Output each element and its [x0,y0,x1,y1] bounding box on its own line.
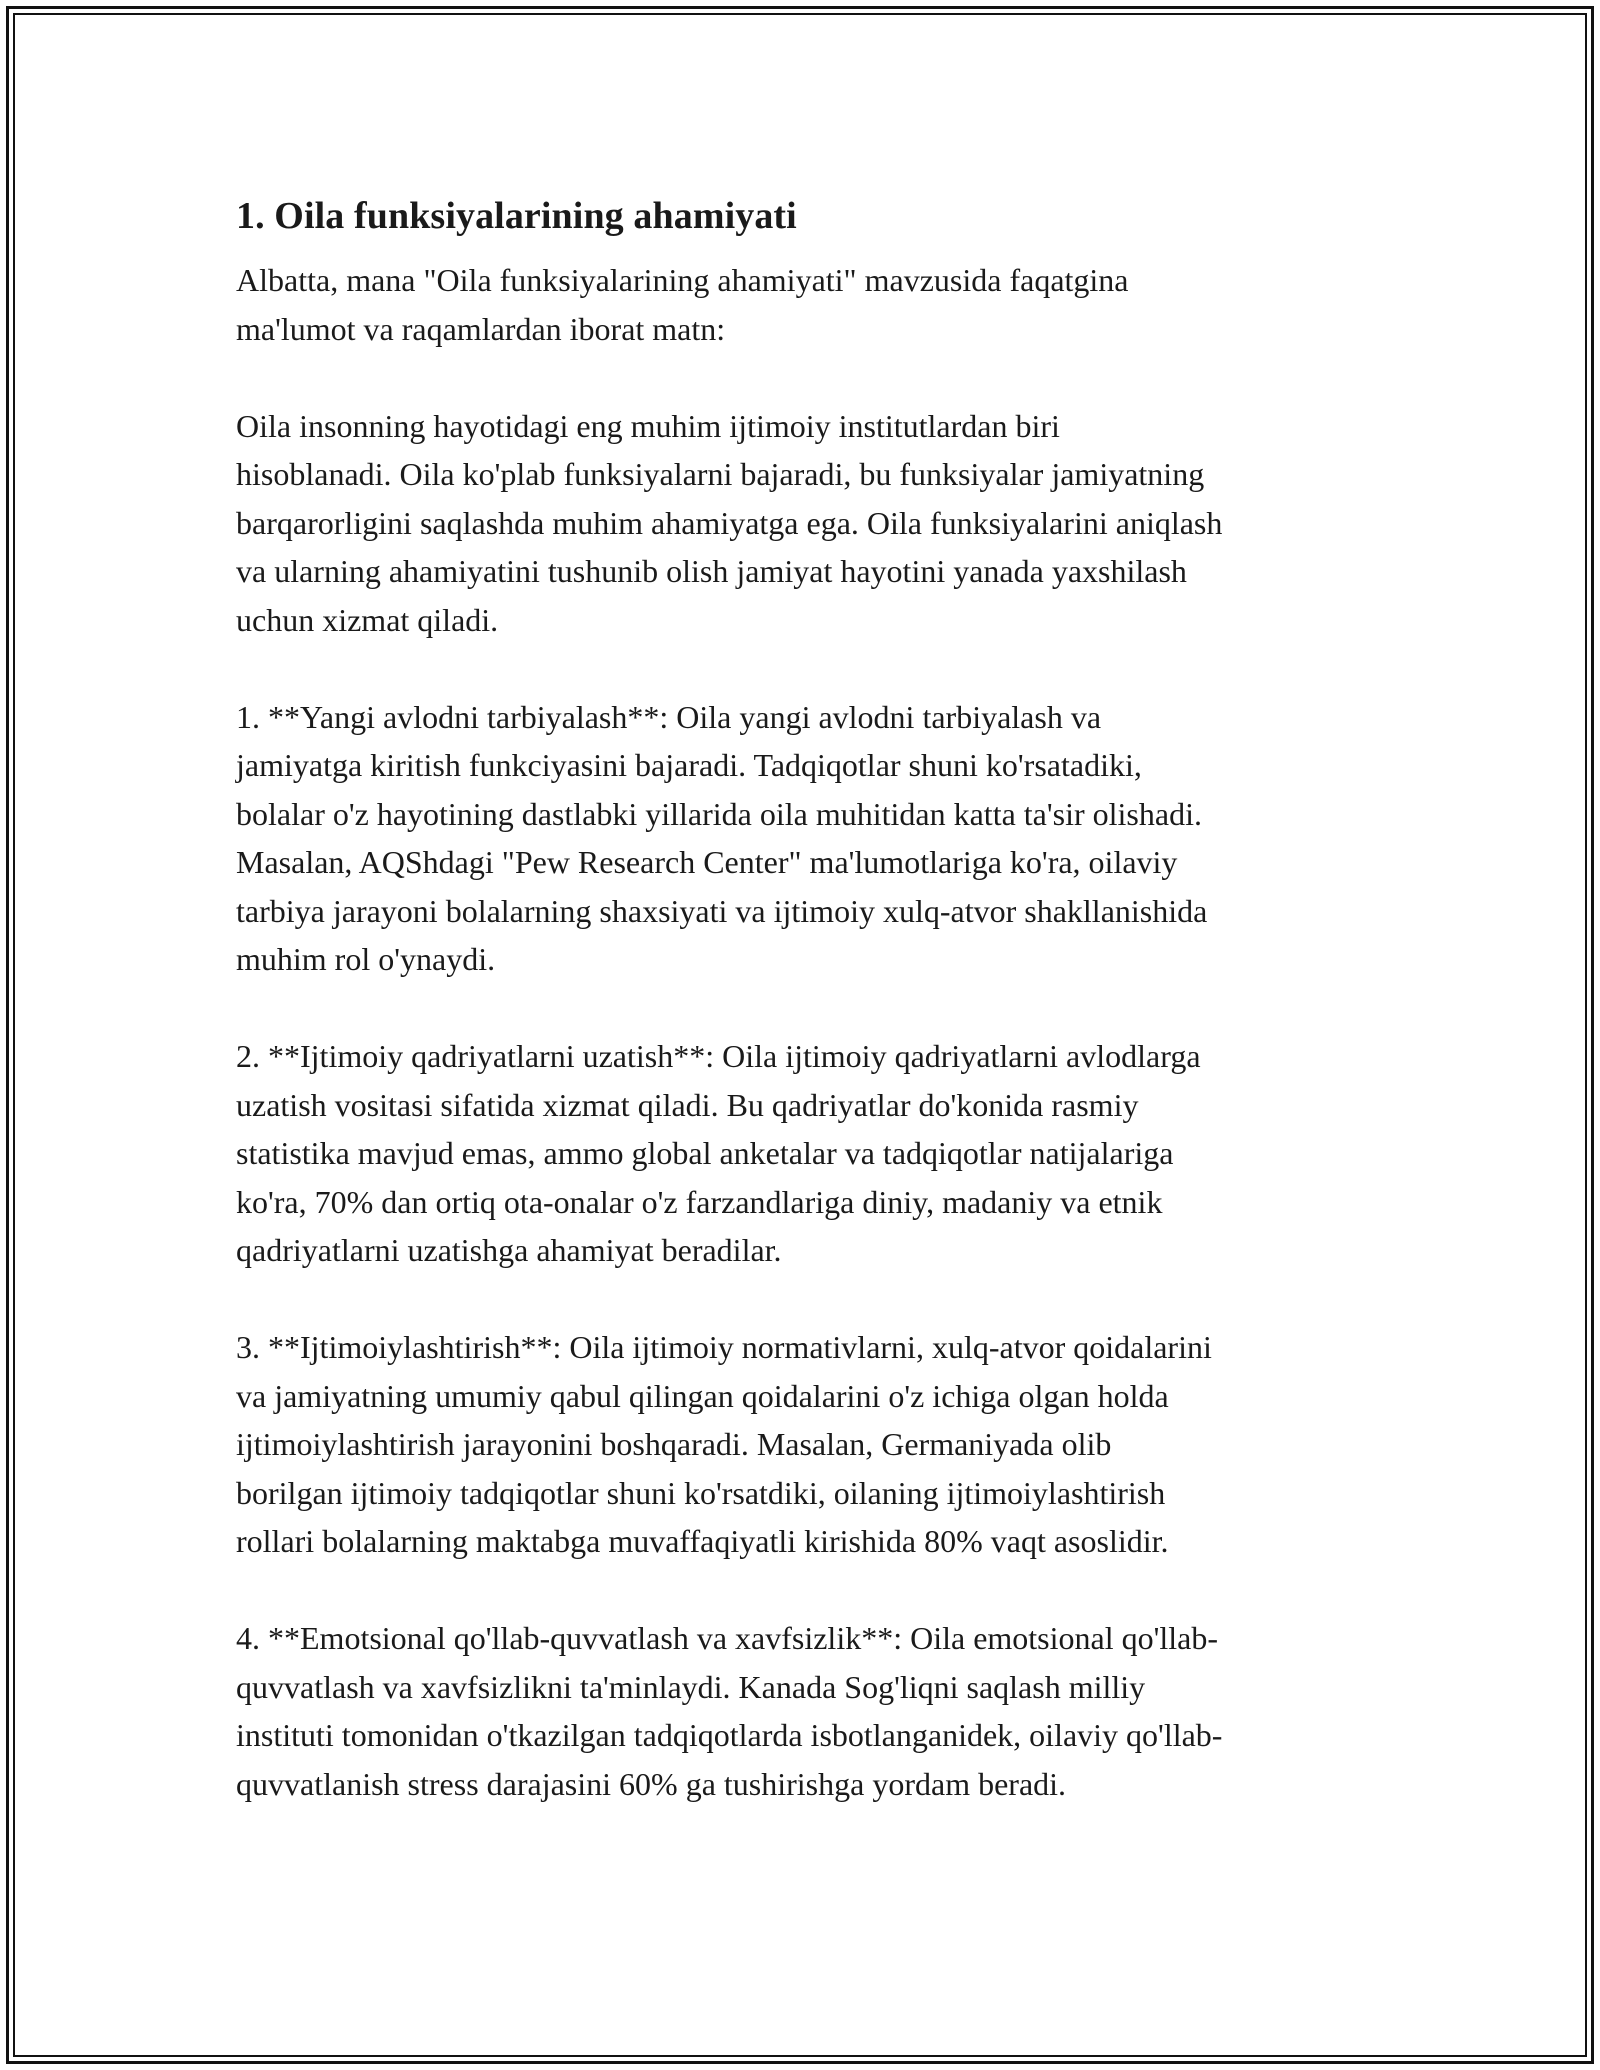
intro-paragraph: Albatta, mana "Oila funksiyalarining ahamiyati" mavzusida faqatgina ma'lumot va raqamlardan iborat matn: [236,262,1129,347]
overview-paragraph: Oila insonning hayotidagi eng muhim ijtimoiy institutlardan biri hisoblanadi. Oila ko'plab funksiyalarni bajaradi, bu funksiyalar jamiyatning barqarorligini saqlashda muhim ahamiyatga ega. Oila funksiyalarini aniqlash va ularning ahamiyatini tushunib olish jamiyat hayotini yanada yaxshilash uchun xizmat qiladi. [236,407,1223,638]
section-heading: 1. Oila funksiyalarining ahamiyati [236,195,797,237]
list-item-4: 4. **Emotsional qo'llab-quvvatlash va xavfsizlik**: Oila emotsional qo'llab- quvvatlash va xavfsizlikni ta'minlaydi. Kanada Sog'liqni saqlash milliy instituti tomonidan o'tkazilgan tadqiqotlarda isbotlanganidek, oilaviy qo'llab- quvvatlanish stress darajasini 60% ga tushirishga yordam beradi. [236,1620,1223,1802]
list-item-2: 2. **Ijtimoiy qadriyatlarni uzatish**: Oila ijtimoiy qadriyatlarni avlodlarga uzatish vositasi sifatida xizmat qiladi. Bu qadriyatlar do'konida rasmiy statistika mavjud emas, ammo global anketalar va tadqiqotlar natijalariga ko'ra, 70% dan ortiq ota-onalar o'z farzandlariga diniy, madaniy va etnik qadriyatlarni uzatishga ahamiyat beradilar. [236,1038,1201,1268]
list-item-3: 3. **Ijtimoiylashtirish**: Oila ijtimoiy normativlarni, xulq-atvor qoidalarini va jamiyatning umumiy qabul qilingan qoidalarini o'z ichiga olgan holda ijtimoiylashtirish jarayonini boshqaradi. Masalan, Germaniyada olib borilgan ijtimoiy tadqiqotlar shuni ko'rsatdiki, oilaning ijtimoiylashtirish rollari bolalarning maktabga muvaffaqiyatli kirishida 80% vaqt asoslidir. [236,1329,1212,1559]
document-body [236,188,1376,1808]
list-item-1: 1. **Yangi avlodni tarbiyalash**: Oila yangi avlodni tarbiyalash va jamiyatga kiritish funkciyasini bajaradi. Tadqiqotlar shuni ko'rsatadiki, bolalar o'z hayotining dastlabki yillarida oila muhitidan katta ta'sir olishadi. Masalan, AQShdagi "Pew Research Center" ma'lumotlariga ko'ra, oilaviy tarbiya jarayoni bolalarning shaxsiyati va ijtimoiy xulq-atvor shakllanishida muhim rol o'ynaydi. [236,698,1208,977]
